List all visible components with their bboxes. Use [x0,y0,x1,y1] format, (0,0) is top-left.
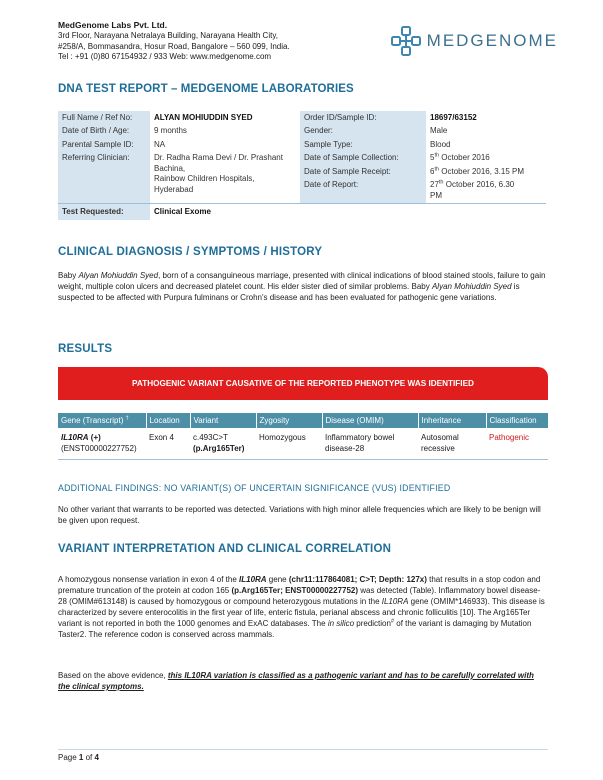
conclusion-text: Based on the above evidence, this IL10RA variation is classified as a pathogenic variant and has to be carefully correlated with the clinical symptoms. [58,671,534,691]
parental-label: Parental Sample ID: [58,138,150,152]
patient-info-row [58,152,546,166]
col-classification: Classification [486,413,548,428]
patient-info-row [58,111,546,125]
label-spacer [58,165,150,179]
parental-value: NA [150,138,300,152]
interpretation-text: A homozygous nonsense variation in exon 4 of the IL10RA gene (chr11:117864081; C>T; Depth: 127x) that results in a stop codon and premature truncation of the protein at codon 165 (p.Arg165Ter; ENST00000227752) was detected (Table). Inflammatory bowel disease-28 (OMIM#613148) is caused by homozygous or compound heterozygous mutations in the IL10RA gene (OMIM*146933). This disease is characterized by severe enterocolitis in the first year of life, enteric fistula, perianal abscess and chronic folliculitis [10]. The Arg165Ter variant is not reported in both the 1000 genomes and ExAC databases. The in silico prediction# of the variant is damaging by Mutation Taster2. The reference codon is conserved across mammals. [58,575,545,639]
additional-findings-heading: ADDITIONAL FINDINGS: NO VARIANT(S) OF UNCERTAIN SIGNIFICANCE (VUS) IDENTIFIED [58,483,451,493]
clinical-text: Baby Alyan Mohiuddin Syed, born of a consanguineous marriage, presented with clinical indications of blood stained stools, failure to gain weight, multiple colon ulcers and decreased platelet count. His elder sister died of similar problems. Baby Alyan Mohiuddin Syed is suspected to be affected with Purpura fulminans or Crohn's disease and has been evaluated for pathogenic gene variations. [58,271,546,302]
interpretation-heading: VARIANT INTERPRETATION AND CLINICAL CORRELATION [58,543,392,555]
clinician-line: Rainbow Children Hospitals, [154,174,255,183]
gene-cell: IL10RA (+) (ENST00000227752) [58,428,146,460]
order-label: Order ID/Sample ID: [300,111,426,125]
company-contact: Tel : +91 (0)80 67154932 / 933 Web: www.medgenome.com [58,52,272,61]
collection-date: 5th October 2016 [426,152,546,166]
clinician-value [150,152,300,204]
classification-cell: Pathogenic [486,428,548,460]
pathogenic-banner: PATHOGENIC VARIANT CAUSATIVE OF THE REPORTED PHENOTYPE WAS IDENTIFIED [58,367,548,400]
dna-cross-icon [391,26,421,56]
report-date-label: Date of Report: [300,179,426,204]
dob-value: 9 months [150,125,300,139]
results-heading: RESULTS [58,343,113,355]
report-date: 27th October 2016, 6.30 PM [426,179,546,204]
patient-info-row [58,165,546,179]
results-header-row [58,413,548,428]
clinician-line: Dr. Radha Rama Devi / Dr. Prashant [154,153,283,162]
company-address-1: 3rd Floor, Narayana Netralaya Building, Narayana Health City, [58,31,278,40]
logo-wordmark: MEDGENOME [426,31,558,50]
test-label: Test Requested: [58,203,150,220]
clinician-label: Referring Clinician: [58,152,150,166]
col-inheritance: Inheritance [418,413,486,428]
page-number: Page 1 of 4 [58,753,99,762]
footer-divider [58,749,548,750]
clinical-heading: CLINICAL DIAGNOSIS / SYMPTOMS / HISTORY [58,246,323,258]
medgenome-logo [391,26,558,56]
patient-info-table [58,111,546,220]
letterhead [58,20,558,72]
receipt-date: 6th October 2016, 3.15 PM [426,165,546,179]
col-location: Location [146,413,190,428]
patient-info-row [58,138,546,152]
sample-type-label: Sample Type: [300,138,426,152]
location-cell: Exon 4 [146,428,190,460]
gender-value: Male [426,125,546,139]
collection-label: Date of Sample Collection: [300,152,426,166]
results-table [58,413,548,460]
company-name: MedGenome Labs Pvt. Ltd. [58,20,168,30]
clinician-line: Hyderabad [154,184,194,194]
gender-label: Gender: [300,125,426,139]
company-address-2: #258/A, Bommasandra, Hosur Road, Bangalore – 560 099, India. [58,41,290,51]
name-label: Full Name / Ref No: [58,111,150,125]
order-id: 18697/63152 [426,111,546,125]
table-row [58,428,548,460]
report-title: DNA TEST REPORT – MEDGENOME LABORATORIES [58,83,354,95]
dob-label: Date of Birth / Age: [58,125,150,139]
zygosity-cell: Homozygous [256,428,322,460]
clinician-line: Bachina, [154,163,186,173]
sample-type-value: Blood [426,138,546,152]
col-gene: Gene (Transcript) † [58,413,146,428]
inheritance-cell: Autosomal recessive [418,428,486,460]
patient-info-row [58,179,546,204]
col-disease: Disease (OMIM) [322,413,418,428]
variant-cell: c.493C>T (p.Arg165Ter) [190,428,256,460]
test-requested-row [58,203,546,220]
receipt-label: Date of Sample Receipt: [300,165,426,179]
label-spacer [58,179,150,204]
col-zygosity: Zygosity [256,413,322,428]
additional-findings-text: No other variant that warrants to be reported was detected. Variations with high minor allele frequencies which are likely to be benign will be given upon request. [58,505,541,525]
col-variant: Variant [190,413,256,428]
test-value: Clinical Exome [150,203,546,220]
disease-cell: Inflammatory bowel disease-28 [322,428,418,460]
patient-info-row [58,125,546,139]
patient-name: ALYAN MOHIUDDIN SYED [150,111,300,125]
